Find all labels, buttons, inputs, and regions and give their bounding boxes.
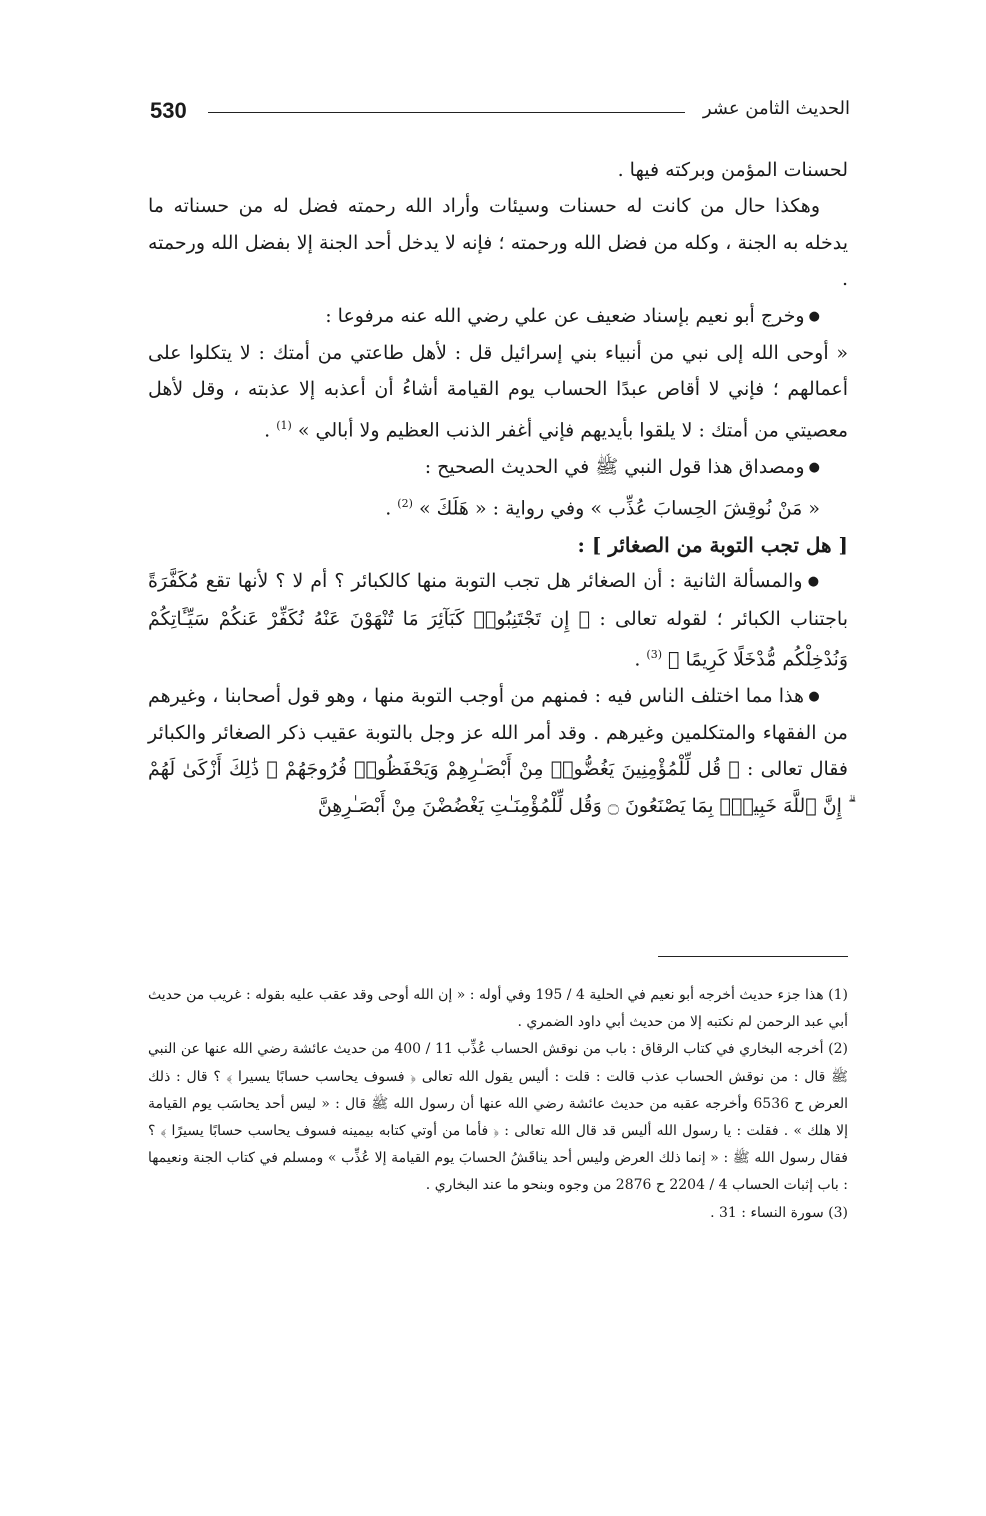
page-header [150,98,850,130]
paragraph-text: هذا مما اختلف الناس فيه : فمنهم من أوجب التوبة منها ، وهو قول أصحابنا ، وغيرهم من الفقهاء والمتكلمين وغيرهم . وقد أمر الله عز وجل بالتوبة عقيب ذكر الصغائر والكبائر فقال تعالى : ﴿ قُل لِّلْمُؤْمِنِينَ يَغُضُّوا۟ مِنْ أَبْصَـٰرِهِمْ وَيَحْفَظُوا۟ فُرُوجَهُمْ ۚ ذَٰلِكَ أَزْكَىٰ لَهُمْ ۗ إِنَّ ٱللَّهَ خَبِيرٌۢ بِمَا يَصْنَعُونَ ۝ وَقُل لِّلْمُؤْمِنَـٰتِ يَغْضُضْنَ مِنْ أَبْصَـٰرِهِنَّ [148,684,848,817]
main-text [148,152,848,824]
hadith-quote [148,486,848,527]
paragraph: وهكذا حال من كانت له حسنات وسيئات وأراد الله رحمته فضل له من حسناته ما يدخله به الجنة ، وكله من فضل الله ورحمته ؛ فإنه لا يدخل أحد الجنة إلا بفضل الله ورحمته . [148,195,848,291]
period: . [385,497,392,520]
paragraph-text: وخرج أبو نعيم بإسناد ضعيف عن علي رضي الله عنه مرفوعا : [325,304,805,327]
running-title: الحديث الثامن عشر [702,98,850,119]
quote-text: « أوحى الله إلى نبي من أنبياء بني إسرائيل قل : لأهل طاعتي من أمتك : لا يتكلوا على أعمالهم ؛ فإني لا أقاص عبدًا الحساب يوم القيامة أشاءُ أن أعذبه إلا عذبته ، وقل لأهل معصيتي من أمتك : لا يلقوا بأيديهم فإني أغفر الذنب العظيم ولا أبالي » [148,342,848,442]
footnotes [148,982,848,1227]
section-heading: [ هل تجب التوبة من الصغائر ] : [577,532,848,557]
paragraph-bullet [148,449,848,486]
footnote-ref[interactable]: (1) [276,418,292,432]
footnote-ref[interactable]: (2) [397,496,413,510]
hadith-quote [148,335,848,449]
paragraph-bullet [148,298,848,335]
period: . [264,419,271,442]
page-number: 530 [150,98,187,123]
paragraph-text: ومصداق هذا قول النبي ﷺ في الحديث الصحيح : [424,455,805,478]
period: . [634,648,641,671]
header-rule [208,112,685,113]
paragraph-text: والمسألة الثانية : أن الصغائر هل تجب التوبة منها كالكبائر ؟ أم لا ؟ لأنها تقع مُكَفَّرَةً باجتناب الكبائر ؛ لقوله تعالى : ﴿ إِن تَجْتَنِبُوا۟ كَبَآئِرَ مَا تُنْهَوْنَ عَنْهُ نُكَفِّرْ عَنكُمْ سَيِّـَٔاتِكُمْ وَنُدْخِلْكُم مُّدْخَلًا كَرِيمًا ﴾ [148,570,848,671]
footnote: (3) سورة النساء : 31 . [710,1204,848,1221]
paragraph-bullet [148,563,848,678]
quote-text: « مَنْ نُوقِشَ الحِسابَ عُذِّب » وفي رواية : « هَلَكَ » [418,497,820,520]
footnote: (2) أخرجه البخاري في كتاب الرقاق : باب من نوقش الحساب عُذِّب 11 / 400 من حديث عائشة رضي الله عنها عن النبي ﷺ قال : من نوقش الحساب عذب قالت : قلت : أليس يقول الله تعالى ﴿ فسوف يحاسب حسابًا يسيرا ﴾ ؟ قال : ذلك العرض ح 6536 وأخرجه عقبه من حديث عائشة رضي الله عنها أن رسول الله ﷺ قال : « ليس أحد يحاسَب يوم القيامة إلا هلك » . فقلت : يا رسول الله أليس قد قال الله تعالى : ﴿ فأما من أوتي كتابه بيمينه فسوف يحاسب حسابًا يسيرًا ﴾ ؟ فقال رسول الله ﷺ : « إنما ذلك العرض وليس أحد يناقَشُ الحسابَ يوم القيامة إلا عُذِّب » ومسلم في كتاب الجنة ونعيمها : باب إثبات الحساب 4 / 2204 ح 2876 من وجوه وبنحو ما عند البخاري . [148,1041,849,1194]
paragraph: لحسنات المؤمن وبركته فيها . [617,159,848,181]
footnote: (1) هذا جزء حديث أخرجه أبو نعيم في الحلية 4 / 195 وفي أوله : « إن الله أوحى وقد عقب عليه بقوله : غريب من حديث أبي عبد الرحمن لم نكتبه إلا من حديث أبي داود الضمري . [148,987,848,1031]
footnote-ref[interactable]: (3) [646,647,662,661]
paragraph-bullet [148,678,848,825]
footnote-separator [658,956,848,957]
